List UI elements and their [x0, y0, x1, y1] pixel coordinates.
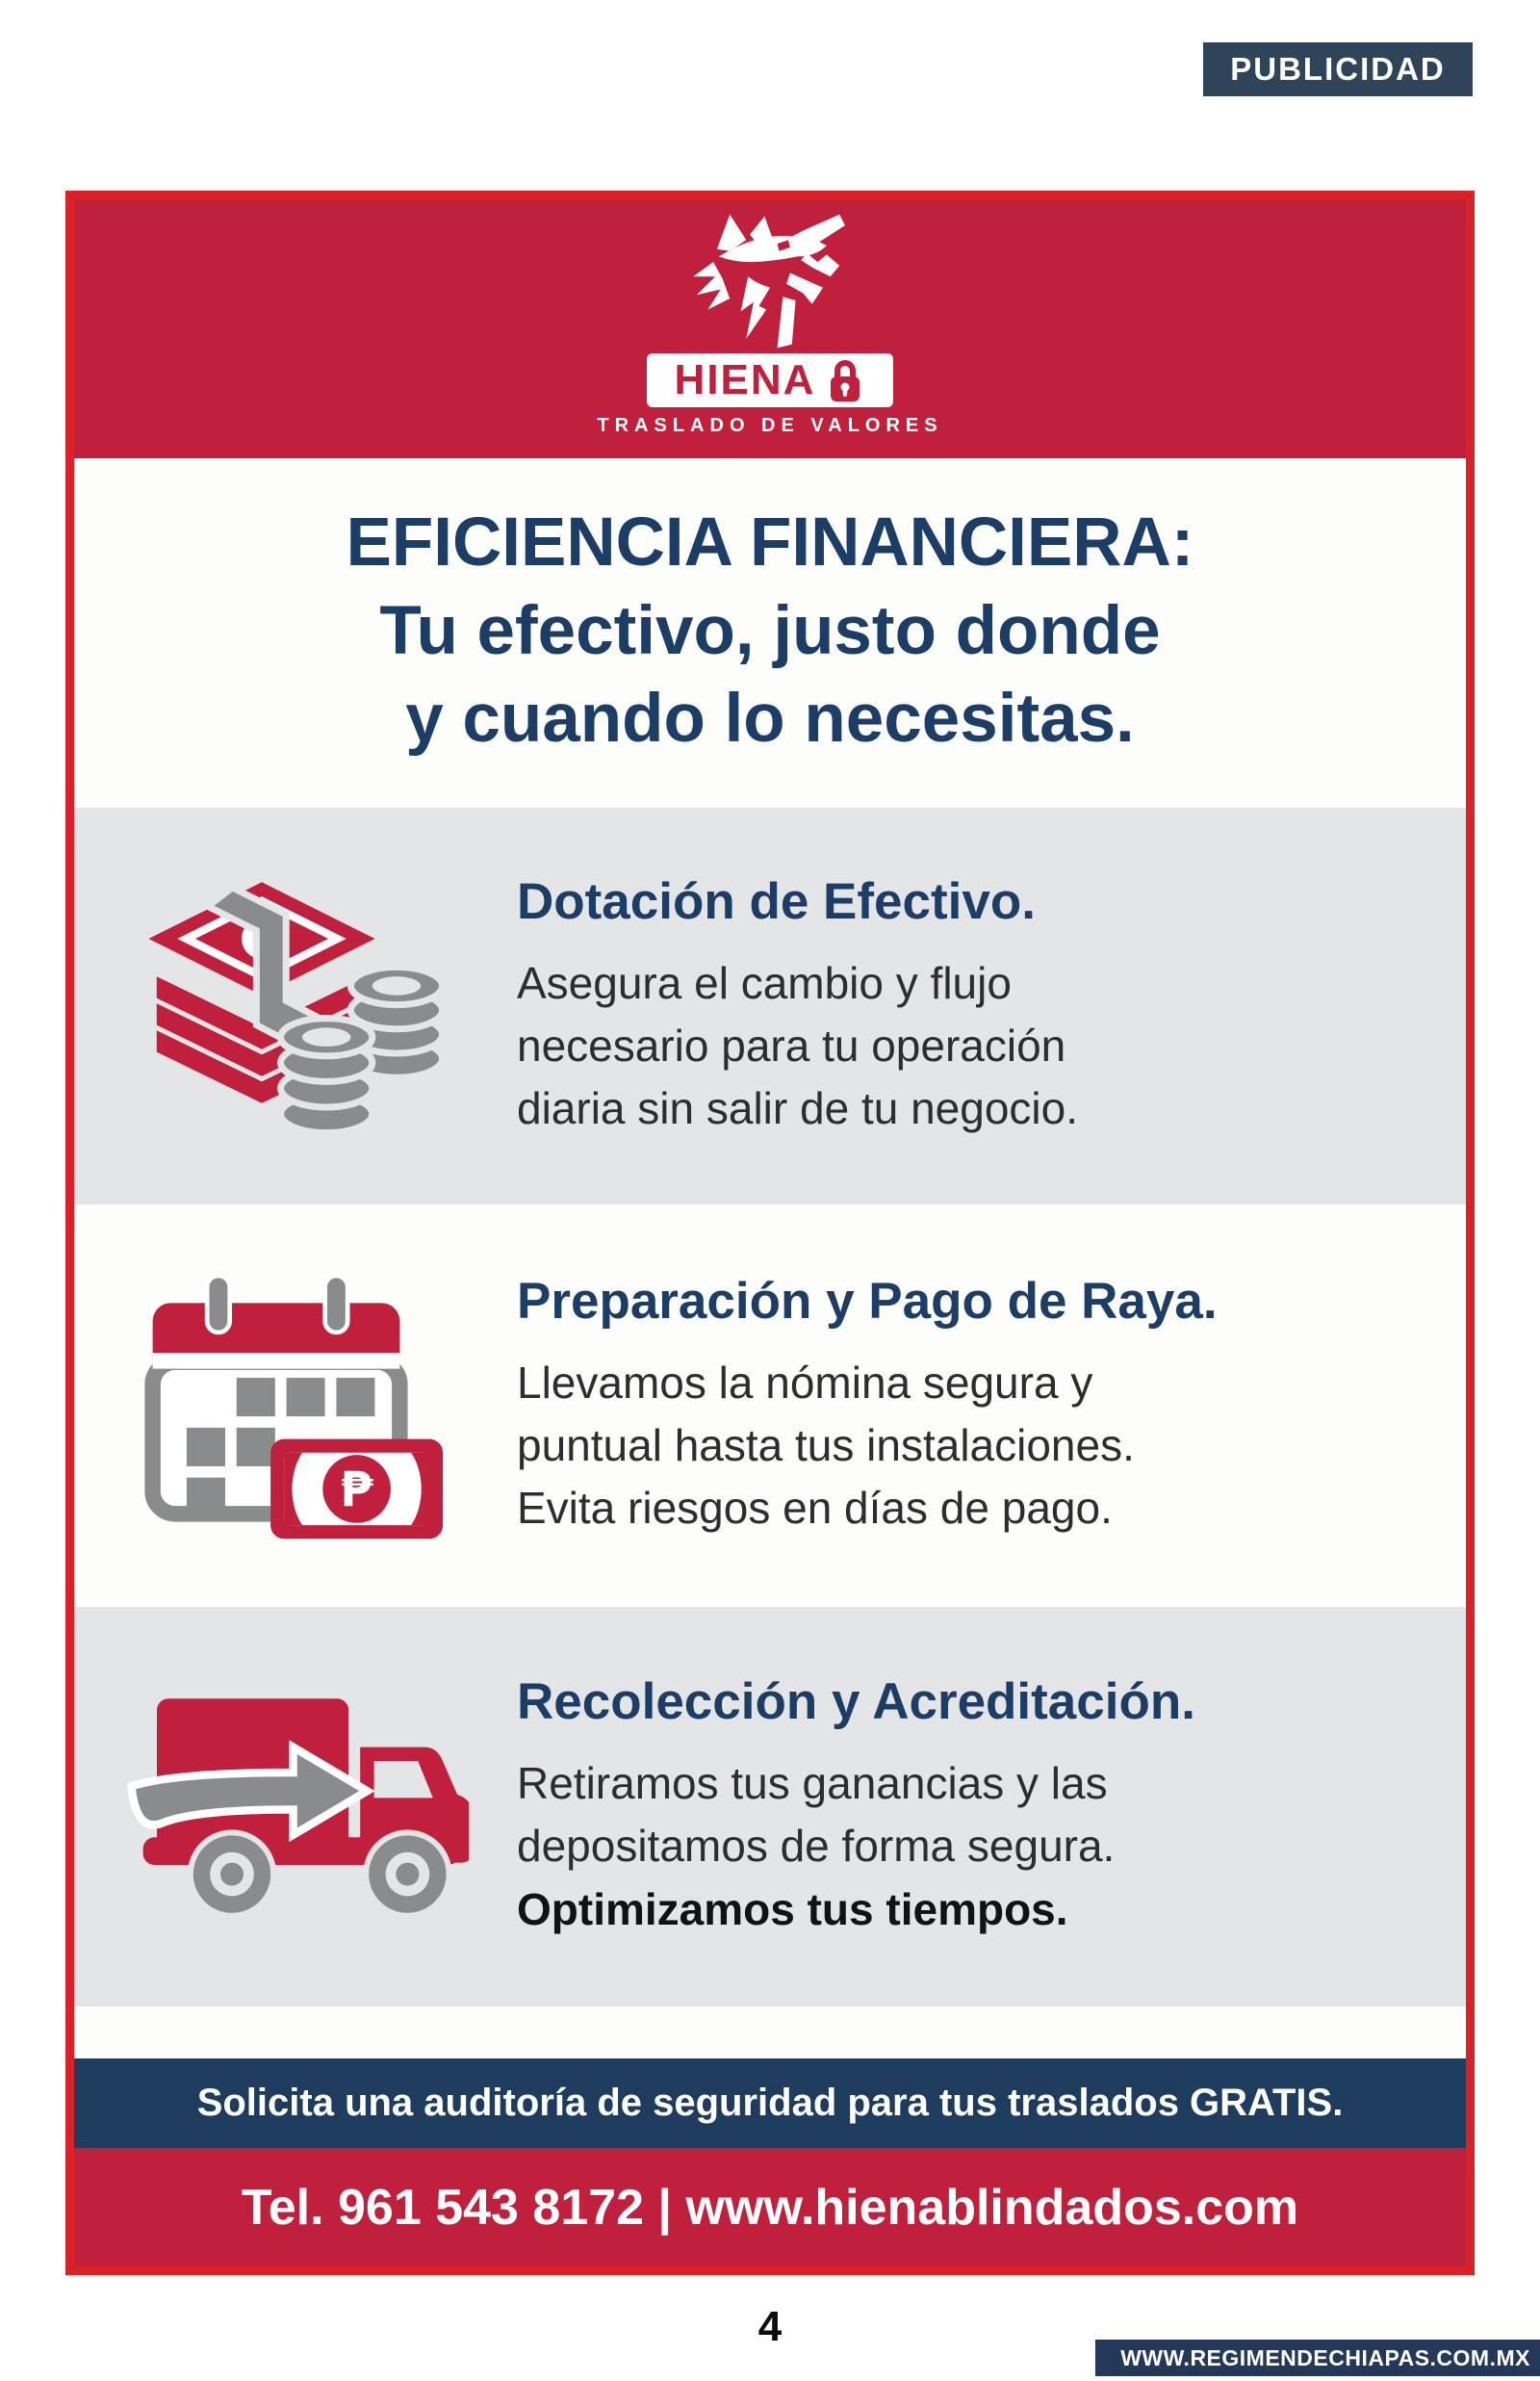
spacer [74, 2006, 1466, 2058]
service-line: necesario para tu operación [517, 1020, 1066, 1071]
headline-line2: Tu efectivo, justo donde [379, 592, 1161, 669]
publicidad-badge: PUBLICIDAD [1203, 42, 1473, 96]
service-line: Evita riesgos en días de pago. [517, 1483, 1113, 1534]
coin-stack-front [281, 1019, 372, 1133]
payroll-calendar-icon [137, 1269, 454, 1543]
service-pago-raya [74, 1204, 1466, 1607]
logo-box [647, 353, 893, 407]
service-line: Asegura el cambio y flujo [517, 957, 1012, 1008]
service-line: depositamos de forma segura. [517, 1821, 1116, 1872]
site-watermark: WWW.REGIMENDECHIAPAS.COM.MX [1095, 2340, 1540, 2376]
service-line: diaria sin salir de tu negocio. [517, 1083, 1078, 1134]
contact-banner: Tel. 961 543 8172 | www.hienablindados.com [74, 2148, 1466, 2266]
brand-tagline: TRASLADO DE VALORES [597, 415, 943, 436]
service-recoleccion [74, 1607, 1466, 2006]
service-title: Recolección y Acreditación. [517, 1673, 1195, 1731]
cash-truck-icon [122, 1680, 469, 1934]
lock-icon [825, 357, 865, 403]
service-dotacion [74, 808, 1466, 1204]
service-line-bold: Optimizamos tus tiempos. [517, 1883, 1068, 1934]
headline-line1: EFICIENCIA FINANCIERA: [346, 505, 1194, 581]
peso-symbol: ₱ [340, 1461, 373, 1517]
service-line: puntual hasta tus instalaciones. [517, 1419, 1135, 1470]
service-line: Llevamos la nómina segura y [517, 1357, 1093, 1408]
money-stack-icon [127, 862, 464, 1151]
advertisement [65, 191, 1475, 2275]
audit-banner: Solicita una auditoría de seguridad para tus traslados GRATIS. [74, 2058, 1466, 2148]
service-title: Preparación y Pago de Raya. [517, 1272, 1218, 1330]
service-title: Dotación de Efectivo. [517, 872, 1036, 930]
headline-line3: y cuando lo necesitas. [405, 681, 1135, 758]
headline [74, 458, 1466, 808]
brand-name: HIENA [674, 356, 816, 403]
logo-header [74, 199, 1466, 458]
page-number: 4 [757, 2303, 783, 2350]
service-line: Retiramos tus ganancias y las [517, 1758, 1108, 1809]
truck-wheel-left [191, 1832, 273, 1915]
truck-wheel-right [366, 1832, 449, 1915]
hyena-head-icon [664, 209, 876, 355]
